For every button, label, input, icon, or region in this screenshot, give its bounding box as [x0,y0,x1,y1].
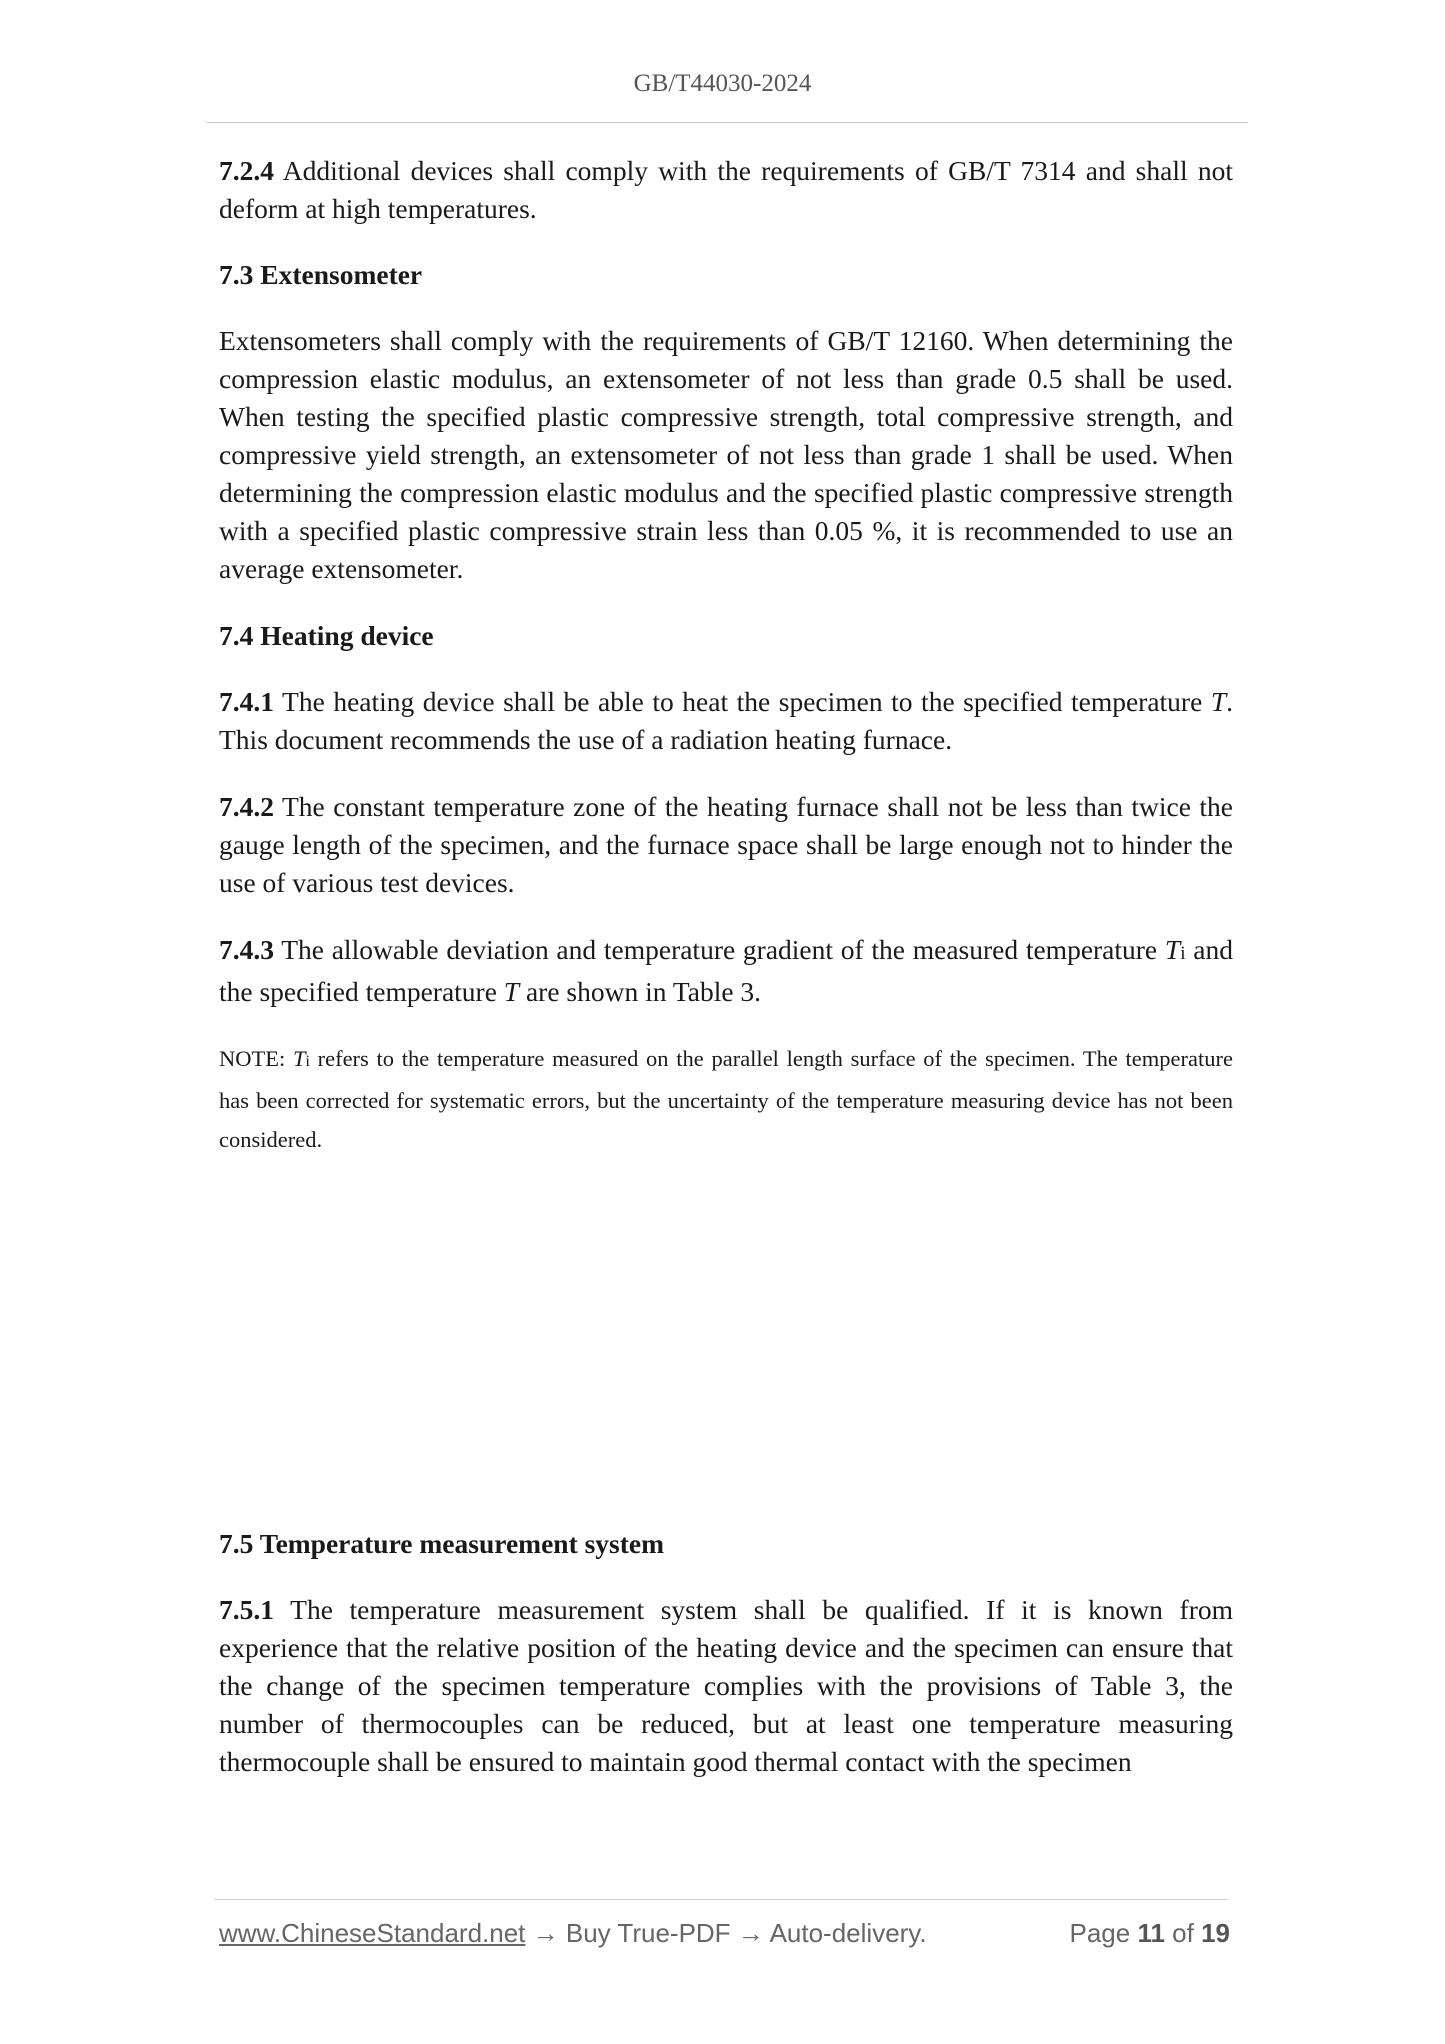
symbol-ti: T [292,1046,306,1071]
footer-divider [214,1899,1228,1900]
note-label: NOTE: [219,1046,293,1071]
clause-text: The allowable deviation and temperature gradient of the measured temperature [274,934,1165,965]
page-label: Page [1069,1918,1138,1948]
of-label: of [1164,1918,1202,1948]
symbol-t: T [503,976,520,1007]
note [219,1039,1233,1159]
clause-text: and the specified temperature [219,934,1233,1007]
clause-7-4-1 [219,683,1233,759]
page-header: GB/T44030-2024 [633,70,812,97]
clause-text: Additional devices shall comply with the requirements of GB/T 7314 and shall not deform at high temperatures. [219,155,1233,224]
note-text: refers to the temperature measured on the parallel length surface of the specimen. The temperature has been corrected for systematic errors, but the uncertainty of the temperature measuring device has not been considered. [219,1046,1233,1152]
section-heading-7-5: 7.5 Temperature measurement system [219,1528,665,1559]
clause-number: 7.4.1 [219,686,274,717]
clause-number: 7.4.3 [219,934,274,965]
section-heading-7-3: 7.3 Extensometer [219,259,423,290]
clause-number: 7.4.2 [219,791,274,822]
page-total: 19 [1201,1918,1230,1948]
clause-7-3-text: Extensometers shall comply with the requirements of GB/T 12160. When determining the compression elastic modulus, an extensometer of not less than grade 0.5 shall be used. When testing the specified plastic compressive strength, total compressive strength, and compressive yield strength, an extensometer of not less than grade 1 shall be used. When determining the compression elastic modulus and the specified plastic compressive strength with a specified plastic compressive strain less than 0.05 %, it is recommended to use an average extensometer. [219,325,1233,584]
clause-7-2-4 [219,152,1233,228]
clause-7-5-1 [219,1591,1233,1781]
clause-text: The heating device shall be able to heat the specimen to the specified temperature [274,686,1211,717]
clause-7-4-2 [219,788,1233,902]
page-number: 11 [1137,1918,1165,1948]
document-body [219,152,1233,1781]
symbol-t: T [1210,686,1227,717]
clause-text: The constant temperature zone of the heating furnace shall not be less than twice the gauge length of the specimen, and the furnace space shall be large enough not to hinder the use of various test devices. [219,791,1233,898]
symbol-subscript: i [305,1053,310,1070]
footer-promo [219,1918,927,1949]
page-footer [219,1918,1230,1949]
clause-number: 7.5.1 [219,1594,274,1625]
clause-text: . This document recommends the use of a radiation heating furnace. [219,686,1233,755]
section-heading-7-4: 7.4 Heating device [219,620,434,651]
clause-number: 7.2.4 [219,155,274,186]
clause-text: The temperature measurement system shall be qualified. If it is known from experience that the relative position of the heating device and the specimen can ensure that the change of the specimen temperature complies with the provisions of Table 3, the number of thermocouples can be reduced, but at least one temperature measuring thermocouple shall be ensured to maintain good thermal contact with the specimen [219,1594,1233,1777]
clause-text: are shown in Table 3. [519,976,762,1007]
clause-7-4-3 [219,931,1233,1011]
promo-text: → Buy True-PDF → Auto-delivery. [525,1918,927,1948]
site-link[interactable]: www.ChineseStandard.net [219,1918,526,1948]
symbol-subscript: i [1180,943,1186,964]
page-indicator [1069,1918,1230,1949]
symbol-ti: T [1164,934,1181,965]
header-divider [206,122,1248,123]
